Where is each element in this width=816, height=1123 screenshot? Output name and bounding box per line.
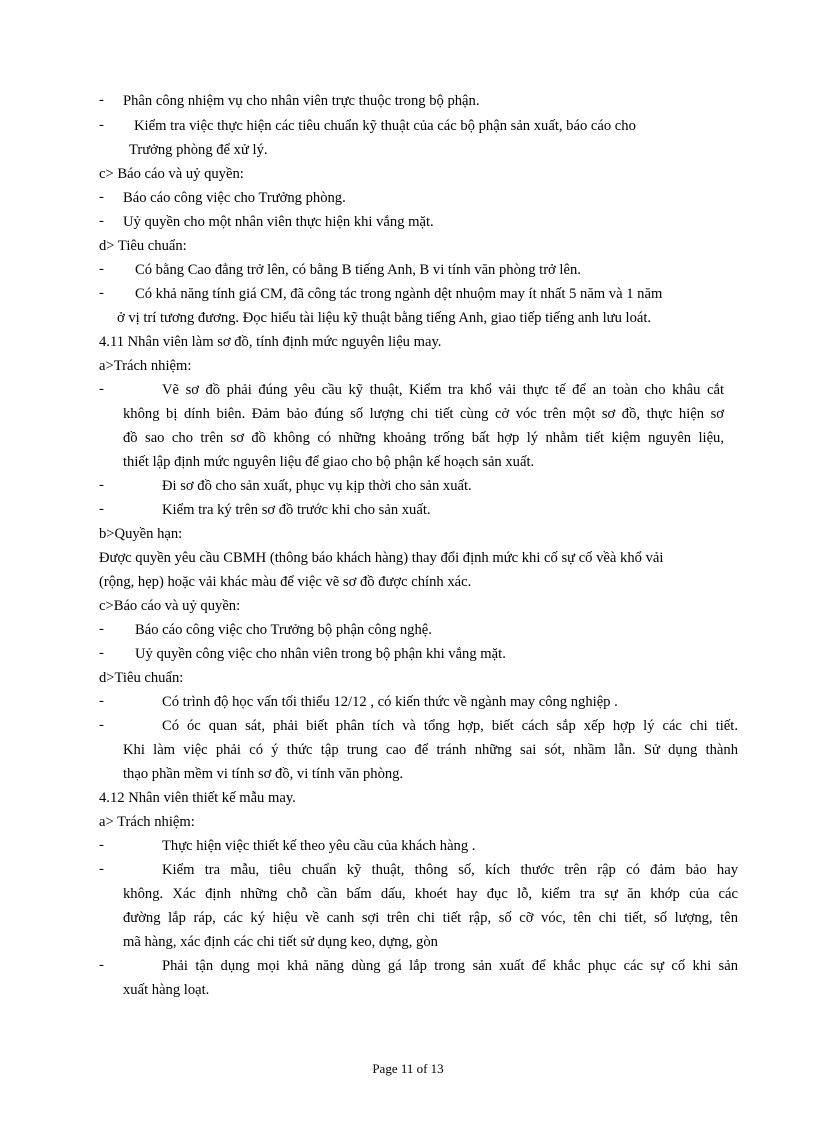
bullet-dash: -: [99, 477, 104, 493]
bullet-dash: -: [99, 693, 104, 709]
list-item-continuation: không. Xác định những chỗ cần bấm dấu, khoét hay đục lỗ, kiểm tra sự ăn khớp của các: [123, 886, 738, 902]
subheading-authority: b>Quyền hạn:: [99, 526, 183, 542]
list-item: Uỷ quyền cho một nhân viên thực hiện khi vắng mặt.: [123, 214, 434, 230]
bullet-dash: -: [99, 213, 104, 229]
list-item: Báo cáo công việc cho Trưởng bộ phận công nghệ.: [135, 622, 432, 638]
list-item: Có trình độ học vấn tối thiểu 12/12 , có kiến thức về ngành may công nghiệp .: [162, 694, 618, 710]
subheading-report-delegation: c>Báo cáo và uỷ quyền:: [99, 598, 241, 614]
list-item-continuation: thiết lập định mức nguyên liệu để giao cho bộ phận kế hoạch sản xuất.: [123, 454, 535, 470]
bullet-dash: -: [99, 189, 104, 205]
list-item-continuation: mã hàng, xác định các chi tiết sử dụng keo, dựng, gòn: [123, 934, 438, 950]
list-item: Báo cáo công việc cho Trưởng phòng.: [123, 190, 346, 206]
bullet-dash: -: [99, 117, 104, 133]
subheading-report-delegation: c> Báo cáo và uỷ quyền:: [99, 166, 244, 182]
list-item: Phải tận dụng mọi khả năng dùng gá lắp trong sản xuất để khắc phục các sự cố khi sản: [162, 958, 738, 974]
list-item-continuation: đồ sao cho trên sơ đồ không có những khoảng trống bất hợp lý nhằm tiết kiệm nguyên liệu,: [123, 430, 724, 446]
paragraph-continuation: (rộng, hẹp) hoặc vải khác màu để việc vẽ sơ đồ được chính xác.: [99, 574, 472, 590]
list-item: Uỷ quyền công việc cho nhân viên trong bộ phận khi vắng mặt.: [135, 646, 506, 662]
section-heading-4-12: 4.12 Nhân viên thiết kế mẫu may.: [99, 790, 296, 806]
bullet-dash: -: [99, 837, 104, 853]
bullet-dash: -: [99, 285, 104, 301]
bullet-dash: -: [99, 501, 104, 517]
list-item: Kiểm tra việc thực hiện các tiêu chuẩn kỹ thuật của các bộ phận sản xuất, báo cáo cho: [134, 118, 636, 134]
list-item-continuation: thạo phần mềm vi tính sơ đồ, vi tính văn phòng.: [123, 766, 404, 782]
subheading-responsibilities: a> Trách nhiệm:: [99, 814, 195, 830]
list-item: Thực hiện việc thiết kế theo yêu cầu của khách hàng .: [162, 838, 476, 854]
list-item-continuation: Khi làm việc phải có ý thức tập trung cao để tránh những sai sót, nhầm lẫn. Sử dụng thành: [123, 742, 738, 758]
bullet-dash: -: [99, 381, 104, 397]
list-item: Kiểm tra ký trên sơ đồ trước khi cho sản xuất.: [162, 502, 431, 518]
bullet-dash: -: [99, 717, 104, 733]
bullet-dash: -: [99, 261, 104, 277]
paragraph: Được quyền yêu cầu CBMH (thông báo khách hàng) thay đổi định mức khi cố sự cố vềà khổ vải: [99, 550, 664, 566]
list-item: Có bằng Cao đẳng trở lên, có bằng B tiếng Anh, B vi tính văn phòng trở lên.: [135, 262, 581, 278]
bullet-dash: -: [99, 92, 104, 108]
list-item-continuation: Trưởng phòng để xử lý.: [129, 142, 268, 158]
page-number-footer: Page 11 of 13: [372, 1061, 444, 1076]
list-item-continuation: xuất hàng loạt.: [123, 982, 210, 998]
list-item-continuation: ở vị trí tương đương. Đọc hiểu tài liệu kỹ thuật bằng tiếng Anh, giao tiếp tiếng anh lưu loát.: [117, 310, 652, 326]
subheading-standards: d> Tiêu chuẩn:: [99, 238, 187, 254]
list-item: Vẽ sơ đồ phải đúng yêu cầu kỹ thuật, Kiểm tra khổ vải thực tế để an toàn cho khâu cắt: [162, 382, 724, 398]
bullet-dash: -: [99, 645, 104, 661]
subheading-responsibilities: a>Trách nhiệm:: [99, 358, 192, 374]
list-item-continuation: không bị dính biên. Đảm bảo đúng số lượng chi tiết cùng cở vóc trên một sơ đồ, thực hiện sơ: [123, 406, 724, 422]
bullet-dash: -: [99, 861, 104, 877]
list-item: Phân công nhiệm vụ cho nhân viên trực thuộc trong bộ phận.: [123, 93, 480, 109]
list-item: Có khả năng tính giá CM, đã công tác trong ngành dệt nhuộm may ít nhất 5 năm và 1 năm: [135, 286, 663, 302]
section-heading-4-11: 4.11 Nhân viên làm sơ đồ, tính định mức nguyên liệu may.: [99, 334, 442, 350]
list-item: Có óc quan sát, phải biết phân tích và tổng hợp, biết cách sắp xếp hợp lý các chi tiết.: [162, 718, 738, 734]
list-item-continuation: đường lắp ráp, các ký hiệu về canh sợi trên chi tiết rập, số cỡ vóc, tên chi tiết, số lượng, tên: [123, 910, 738, 926]
subheading-standards: d>Tiêu chuẩn:: [99, 670, 184, 686]
bullet-dash: -: [99, 957, 104, 973]
list-item: Đi sơ đồ cho sản xuất, phục vụ kịp thời cho sản xuất.: [162, 478, 472, 494]
bullet-dash: -: [99, 621, 104, 637]
list-item: Kiểm tra mẫu, tiêu chuẩn kỹ thuật, thông số, kích thước trên rập có đảm bảo hay: [162, 862, 738, 878]
